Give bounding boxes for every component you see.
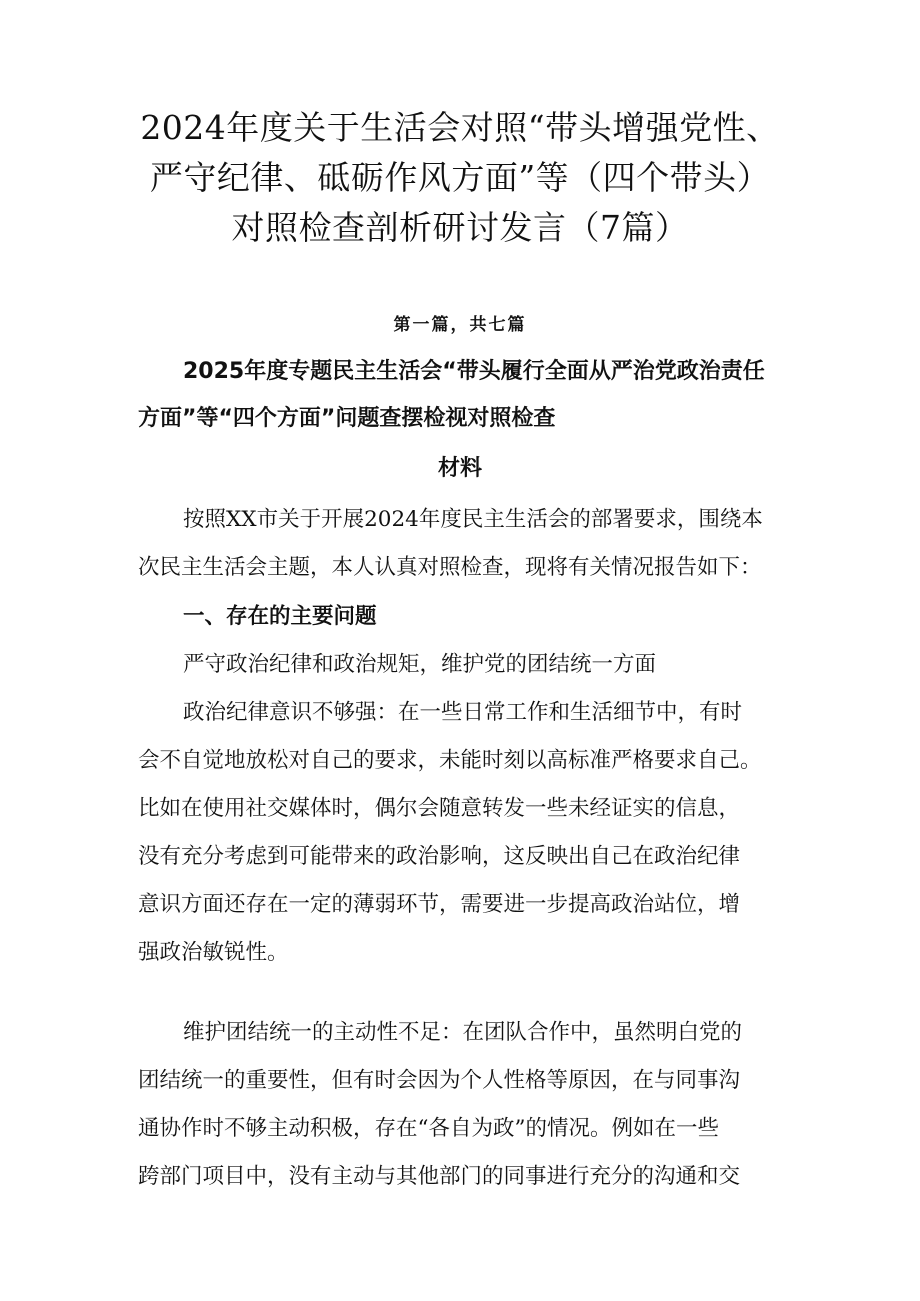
paragraph-line: 政治纪律意识不够强：在一些日常工作和生活细节中，有时 [183,700,743,725]
paragraph-line: 通协作时不够主动积极，存在“各自为政”的情况。例如在一些 [138,1116,719,1141]
intro-paragraph-line: 次民主生活会主题，本人认真对照检查，现将有关情况报告如下： [138,555,762,580]
article-heading-line: 方面”等“四个方面”问题查摆检视对照检查 [138,406,556,431]
title-line: 严守纪律、砥砺作风方面”等（四个带头） [149,158,771,197]
paragraph-line: 意识方面还存在一定的薄弱环节，需要进一步提高政治站位，增 [138,892,741,917]
section-heading: 一、存在的主要问题 [183,604,377,629]
title-line: 对照检查剖析研讨发言（7篇） [231,208,689,247]
document-title [110,103,810,253]
paragraph-line: 没有充分考虑到可能带来的政治影响，这反映出自己在政治纪律 [138,844,741,869]
intro-paragraph-line: 按照XX市关于开展2024年度民主生活会的部署要求，围绕本 [183,507,763,532]
paragraph-line: 会不自觉地放松对自己的要求，未能时刻以高标准严格要求自己。 [138,748,762,773]
paragraph-line: 强政治敏锐性。 [138,940,289,965]
part-label: 第一篇，共七篇 [393,315,527,335]
paragraph-line: 比如在使用社交媒体时，偶尔会随意转发一些未经证实的信息， [138,796,741,821]
subsection-title: 严守政治纪律和政治规矩，维护党的团结统一方面 [183,652,657,677]
paragraph-line: 团结统一的重要性，但有时会因为个人性格等原因，在与同事沟 [138,1068,741,1093]
paragraph-line: 跨部门项目中，没有主动与其他部门的同事进行充分的沟通和交 [138,1164,741,1189]
article-heading-line: 2025年度专题民主生活会“带头履行全面从严治党政治责任 [183,359,765,384]
paragraph-line: 维护团结统一的主动性不足：在团队合作中，虽然明白党的 [183,1020,743,1045]
article-heading-line: 材料 [437,456,482,481]
title-line: 2024年度关于生活会对照“带头增强党性、 [140,108,780,147]
